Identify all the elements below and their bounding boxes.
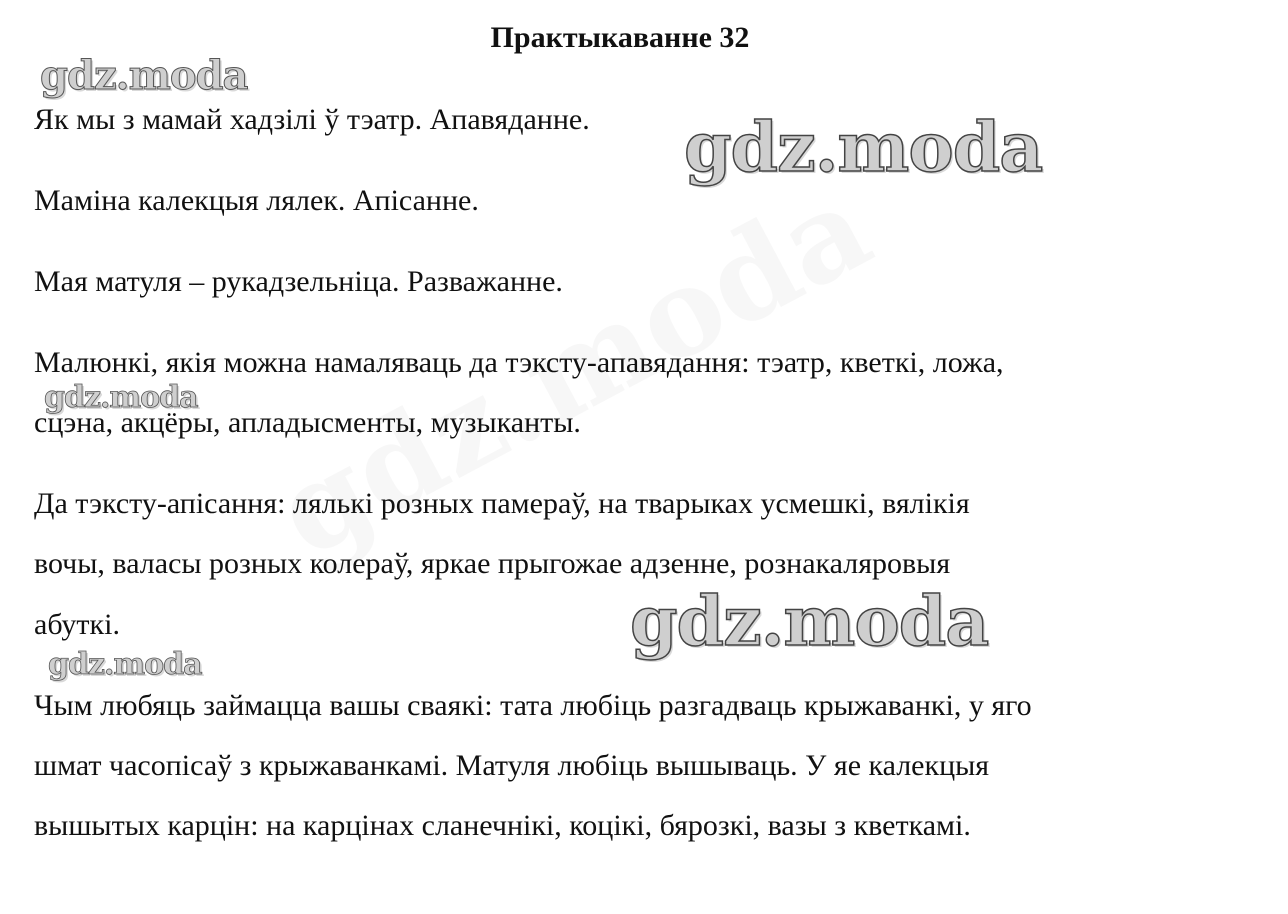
text-line-8: абуткі.: [34, 608, 120, 641]
text-line-5: сцэна, акцёры, апладысменты, музыканты.: [34, 406, 581, 439]
text-line-6: Да тэксту-апісання: лялькі розных памераў, на тварыках усмешкі, вялікія: [34, 487, 970, 520]
watermark-logo: gdz.moda: [48, 647, 202, 682]
text-line-10: шмат часопісаў з крыжаванкамі. Матуля любіць вышываць. У яе калекцыя: [34, 749, 990, 782]
text-line-7: вочы, валасы розных колераў, яркае прыгожае адзенне, рознакаляровыя: [34, 547, 951, 580]
text-line-2: Маміна калекцыя лялек. Апісанне.: [34, 184, 479, 217]
watermark-logo: gdz.moda: [40, 52, 248, 99]
text-line-9: Чым любяць займацца вашы сваякі: тата любіць разгадваць крыжаванкі, у яго: [34, 689, 1032, 722]
text-line-4: Малюнкі, якія можна намаляваць да тэксту-апавядання: тэатр, кветкі, ложа,: [34, 346, 1004, 379]
watermark-logo: gdz.moda: [44, 380, 198, 415]
page-title: Практыкаванне 32: [490, 21, 750, 54]
text-line-11: вышытых карцін: на карцінах сланечнікі, коцікі, бярозкі, вазы з кветкамі.: [34, 809, 971, 842]
text-line-1: Як мы з мамай хадзілі ў тэатр. Апавяданне.: [34, 103, 590, 136]
watermark-logo: gdz.moda: [630, 582, 989, 662]
text-line-3: Мая матуля – рукадзельніца. Разважанне.: [34, 265, 563, 298]
watermark-logo: gdz.moda: [684, 108, 1043, 188]
